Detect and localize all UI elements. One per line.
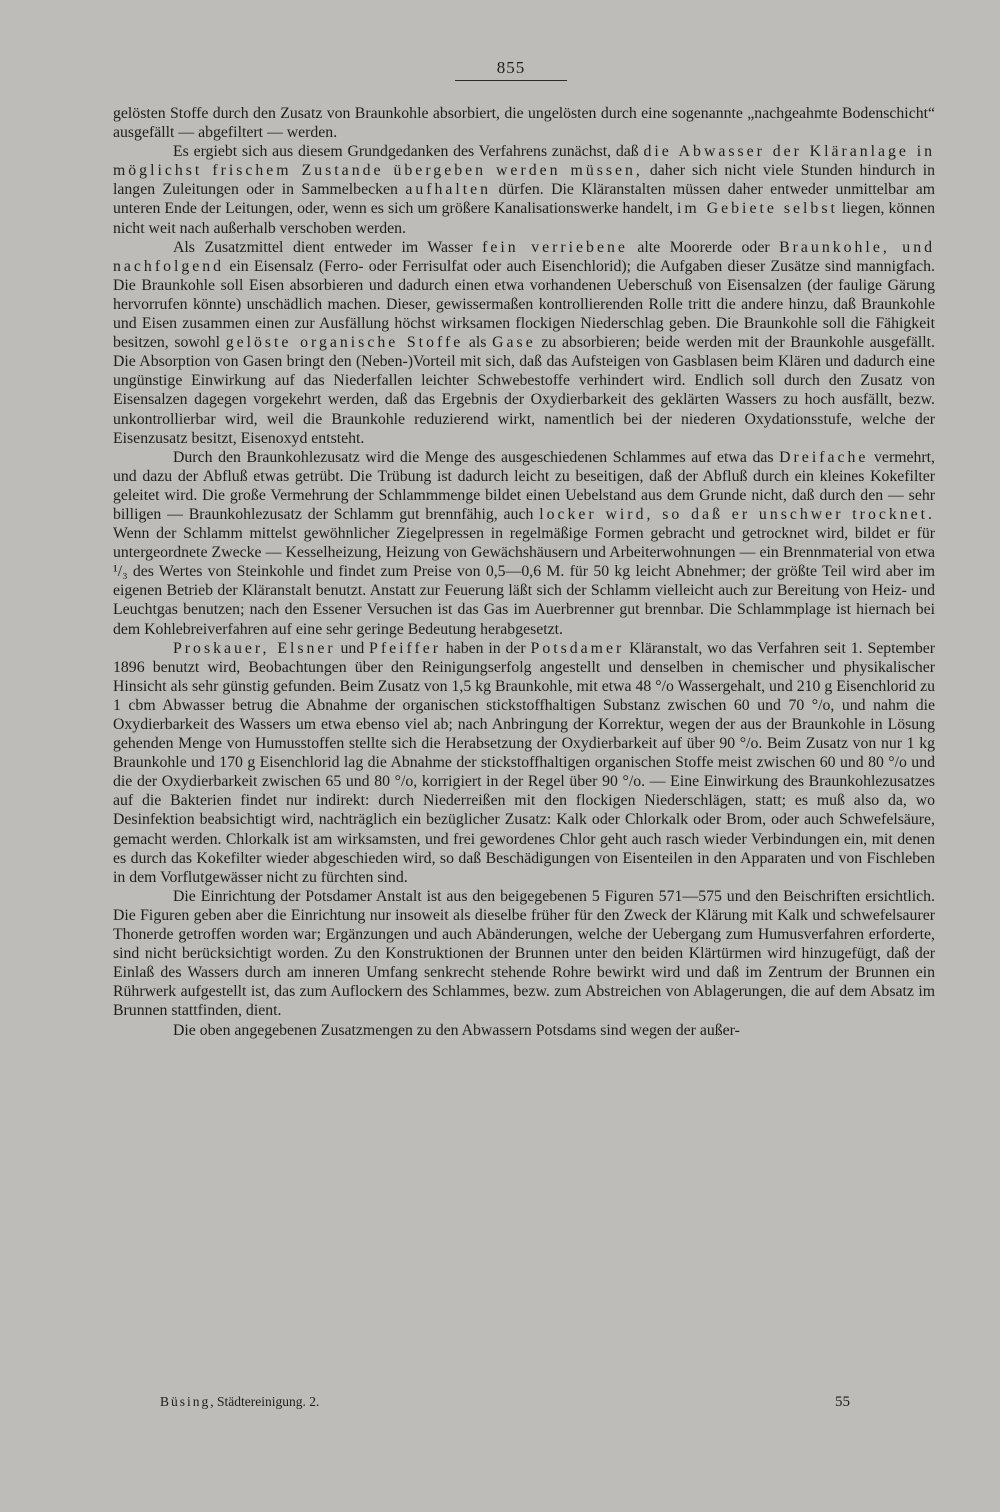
spaced-emphasis: fein verriebene <box>482 238 628 256</box>
paragraph-3: Als Zusatzmittel dient entweder im Wasser fein verriebene alte Moorerde oder Braunkohle, und nachfolgend ein Eisensalz (Ferro- oder Ferrisulfat oder auch Eisenchlorid); die Aufgaben dieser Zusätze sind mannigfach. Die Braunkohle soll Eisen absorbieren und dadurch einen etwa vorhandenen Ueberschuß von Eisensalzen (der faulige Gärung hervorrufen könnte) unschädlich machen. Dieser, gewissermaßen kontrollierenden Rolle tritt die andere hinzu, daß Braunkohle und Eisen zusammen einen zur Ausfällung höchst wirksamen flockigen Niederschlag geben. Die Braunkohle soll die Fähigkeit besitzen, sowohl gelöste organische Stoffe als Gase zu absorbieren; beide werden mit der Braunkohle ausgefällt. Die Absorption von Gasen bringt den (Neben-)Vorteil mit sich, daß das Aufsteigen von Gasblasen beim Klären und dadurch eine ungünstige Einwirkung auf das Niederfallen leichter Schwebestoffe verhindert wird. Endlich soll durch den Zusatz von Eisensalzen dagegen vorgekehrt werden, daß das Ergebnis der Oxydierbarkeit des geklärten Wassers zu hoch ausfällt, bezw. unkontrollierbar wird, weil die Braunkohle reduzierend wirkt, namentlich bei der niederen Oxydationsstufe, welche der Eisenzusatz besitzt, Eisenoxyd entsteht. <box>113 238 936 447</box>
paragraph-5: Proskauer, Elsner und Pfeiffer haben in der Potsdamer Kläranstalt, wo das Verfahren seit 1. September 1896 benutzt wird, Beobachtungen über den Reinigungserfolg angestellt und denselben in chemischer und physikalischer Hinsicht als sehr günstig gefunden. Beim Zusatz von 1,5 kg Braunkohle, mit etwa 48 °/o Wassergehalt, und 210 g Eisenchlorid zu 1 cbm Abwasser betrug die Abnahme der organischen stickstoffhaltigen Substanz zwischen 60 und 70 °/o, und nahm die Oxydierbarkeit des Wassers um etwa ebenso viel ab; nach Anbringung der Korrektur, wegen der aus der Braunkohle in Lösung gehenden Menge von Humusstoffen stellte sich die Herabsetzung der Oxydierbarkeit auf über 90 °/o. Beim Zusatz von nur 1 kg Braunkohle und 170 g Eisenchlorid lag die Abnahme der stickstoffhaltigen organischen Stoffe meist zwischen 60 und 80 °/o und die der Oxydierbarkeit zwischen 65 und 80 °/o, korrigiert in der Regel über 90 °/o. — Eine Einwirkung des Braunkohlezusatzes auf die Bakterien findet nur indirekt: durch Niederreißen mit den flockigen Niederschlägen, statt; es muß also da, wo Desinfektion beabsichtigt wird, nachträglich ein bezüglicher Zusatz: Kalk oder Chlorkalk oder Brom, oder auch Schwefelsäure, gemacht werden. Chlorkalk ist am wirksamsten, und frei gewordenes Chlor geht auch rasch wieder Verbindungen ein, mit denen es durch das Kokefilter wieder abgeschieden wird, so daß Beschädigungen von Eisenteilen in den Apparaten und von Fischleben in dem Vorflutgewässer nicht zu fürchten sind. <box>113 639 935 886</box>
paragraph-1: gelösten Stoffe durch den Zusatz von Braunkohle absorbiert, die ungelösten durch eine sogenannte „nachgeahmte Bodenschicht“ ausgefällt — abgefiltert — werden. <box>113 105 935 142</box>
paragraph-7: Die oben angegebenen Zusatzmengen zu den Abwassern Potsdams sind wegen der außer- <box>173 1021 740 1039</box>
spaced-emphasis: Gase <box>492 334 536 352</box>
page-number: 855 <box>496 58 526 77</box>
body-text <box>113 104 935 1040</box>
spaced-emphasis: die Abwasser der Kläranlage in möglichst frischem Zustande übergeben werden müssen, <box>113 143 936 180</box>
page-header <box>455 58 567 81</box>
spaced-emphasis: Braunkohle, und nachfolgend <box>113 238 935 275</box>
footer-citation <box>160 1394 319 1410</box>
paragraph-4: Durch den Braunkohlezusatz wird die Menge des ausgeschiedenen Schlammes auf etwa das Dreifache vermehrt, und dazu der Abfluß etwas getrübt. Die Trübung ist dadurch leicht zu beseitigen, daß der Abfluß durch ein kleines Kokefilter geleitet wird. Die große Vermehrung der Schlammmenge bildet einen Uebelstand aus dem Grunde nicht, daß durch den — sehr billigen — Braunkohlezusatz der Schlamm gut brennfähig, auch locker wird, so daß er unschwer trocknet. Wenn der Schlamm mittelst gewöhnlicher Ziegelpressen in regelmäßige Formen gebracht und getrocknet wird, bildet er für untergeordnete Zwecke — Kesselheizung, Heizung von Gewächshäusern und Arbeiterwohnungen — ein Brennmaterial von etwa ¹/₃ des Wertes von Steinkohle und findet zum Preise von 0,5—0,6 M. für 50 kg leicht Abnehmer; der größte Teil wird aber im eigenen Betrieb der Kläranstalt benutzt. Anstatt zur Feuerung läßt sich der Schlamm vielleicht auch zur Bereitung von Heiz- und Leuchtgas benutzen; nach den Essener Versuchen ist das Gas im Auerbrenner gut brennbar. Die Schlammplage ist hiernach bei dem Kohlebreiverfahren auf eine sehr geringe Bedeutung herabgesetzt. <box>113 448 936 638</box>
footer-title: , Städtereinigung. 2. <box>210 1394 320 1409</box>
spaced-emphasis: Dreifache <box>779 448 869 466</box>
spaced-emphasis: im Gebiete selbst <box>677 200 838 218</box>
signature-mark: 55 <box>835 1394 850 1410</box>
spaced-emphasis: aufhalten <box>405 181 492 199</box>
spaced-emphasis: Potsdamer <box>530 639 625 657</box>
spaced-emphasis: gelöste organische Stoffe <box>225 334 464 352</box>
spaced-emphasis: locker wird, so daß er unschwer trocknet. <box>539 505 936 523</box>
paragraph-6: Die Einrichtung der Potsdamer Anstalt ist aus den beigegebenen 5 Figuren 571—575 und den Beischriften ersichtlich. Die Figuren geben aber die Einrichtung nur insoweit als dieselbe früher für den Zweck der Klärung mit Kalk und schwefelsaurer Thonerde getroffen worden war; Ergänzungen und auch Abänderungen, welche der Uebergang zum Humusverfahren erforderte, sind nicht berücksichtigt worden. Zu den Konstruktionen der Brunnen unter den beiden Klärtürmen wird hinzugefügt, daß der Einlaß des Wassers durch am inneren Umfang senkrecht stehende Rohre bewirkt wird und daß im Zentrum der Brunnen ein Rührwerk aufgestellt ist, das zum Auflockern des Schlammes, bezw. zum Abstreichen von Ablagerungen, die auf dem Absatz im Brunnen stattfinden, dient. <box>113 887 935 1020</box>
header-rule <box>455 80 567 81</box>
paragraph-2: Es ergiebt sich aus diesem Grundgedanken des Verfahrens zunächst, daß die Abwasser der Kläranlage in möglichst frischem Zustande übergeben werden müssen, daher sich nicht viele Stunden hindurch in langen Zuleitungen oder in Sammelbecken aufhalten dürfen. Die Kläranstalten müssen daher entweder unmittelbar am unteren Ende der Leitungen, oder, wenn es sich um größere Kanalisationswerke handelt, im Gebiete selbst liegen, können nicht weit nach außerhalb verschoben werden. <box>113 143 936 237</box>
spaced-emphasis: Pfeiffer <box>369 639 442 657</box>
spaced-emphasis: Proskauer, Elsner <box>173 639 336 657</box>
footer-author: Büsing <box>160 1394 211 1409</box>
